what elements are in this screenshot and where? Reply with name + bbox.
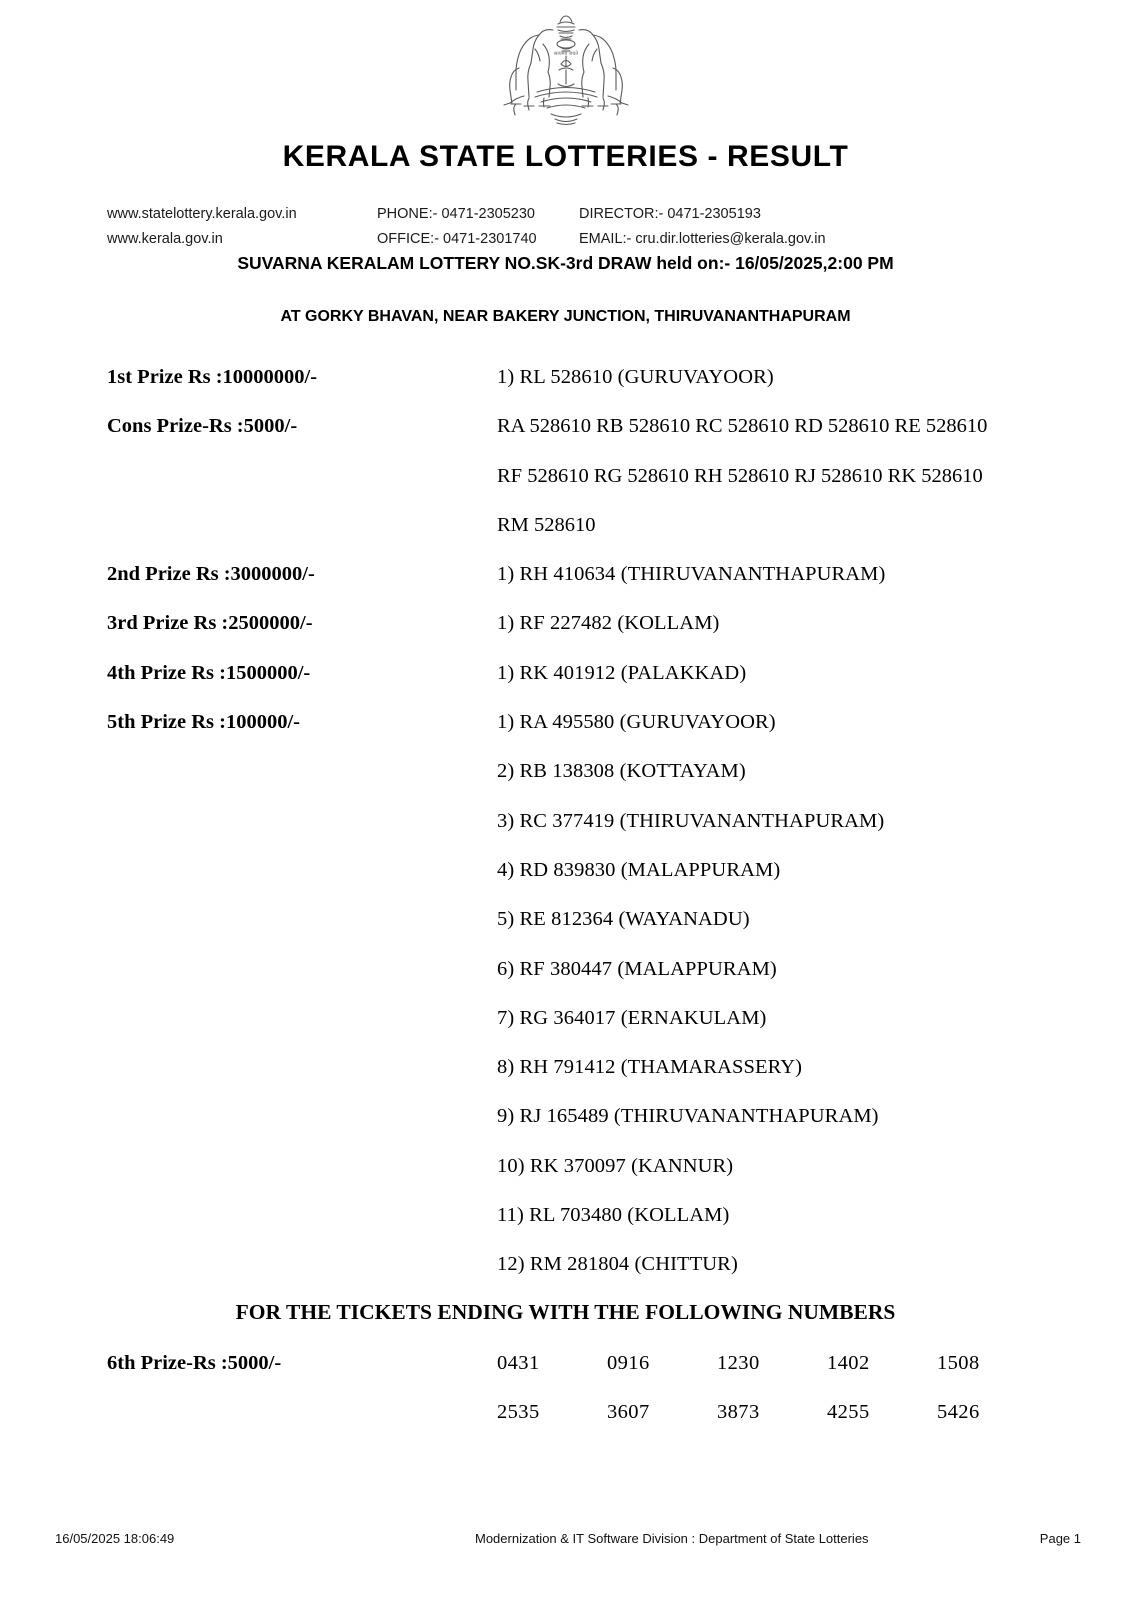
footer-timestamp: 16/05/2025 18:06:49: [55, 1531, 175, 1546]
sixth-prize-number: 4255: [827, 1401, 870, 1424]
email-address: EMAIL:- cru.dir.lotteries@kerala.gov.in: [579, 231, 826, 247]
fifth-prize-entry-2: 2) RB 138308 (KOTTAYAM): [497, 760, 746, 783]
sixth-prize-number: 1230: [717, 1352, 760, 1374]
prize-row-fifth-9: [0, 1105, 1131, 1154]
third-prize-label: 3rd Prize Rs :2500000/-: [107, 612, 313, 635]
prize-row-third: [0, 612, 1131, 661]
ending-numbers-heading: FOR THE TICKETS ENDING WITH THE FOLLOWING NUMBERS: [235, 1300, 896, 1324]
consolation-prize-label: Cons Prize-Rs :5000/-: [107, 415, 298, 438]
prize-row-fifth-10: [0, 1155, 1131, 1204]
emblem-container: [0, 8, 1131, 130]
fifth-prize-entry-10: 10) RK 370097 (KANNUR): [497, 1154, 734, 1177]
fifth-prize-entry-9: 9) RJ 165489 (THIRUVANANTHAPURAM): [497, 1105, 879, 1128]
contact-row-1: [107, 202, 1037, 227]
consolation-prize-line-1: RA 528610 RB 528610 RC 528610 RD 528610 RE 528610: [497, 415, 988, 438]
contact-row-2: [107, 227, 1037, 252]
prize-row-fifth-8: [0, 1056, 1131, 1105]
consolation-prize-line-3: RM 528610: [497, 513, 596, 536]
page-title: KERALA STATE LOTTERIES - RESULT: [282, 140, 849, 173]
prize-row-fifth-6: [0, 958, 1131, 1007]
fifth-prize-entry-4: 4) RD 839830 (MALAPPURAM): [497, 858, 781, 881]
prize-row-fourth: [0, 662, 1131, 711]
prize-row-fifth-11: [0, 1204, 1131, 1253]
second-prize-value: 1) RH 410634 (THIRUVANANTHAPURAM): [497, 563, 886, 586]
venue-line: AT GORKY BHAVAN, NEAR BAKERY JUNCTION, THIRUVANANTHAPURAM: [280, 308, 851, 325]
sixth-prize-row-1: [497, 1352, 1017, 1401]
office-number: OFFICE:- 0471-2301740: [377, 231, 537, 247]
footer-page-number: Page 1: [1039, 1531, 1081, 1546]
fifth-prize-entry-8: 8) RH 791412 (THAMARASSERY): [497, 1056, 803, 1079]
third-prize-value: 1) RF 227482 (KOLLAM): [497, 612, 720, 635]
consolation-prize-line-2: RF 528610 RG 528610 RH 528610 RJ 528610 RK 528610: [497, 464, 983, 487]
prize-row-fifth-5: [0, 908, 1131, 957]
contact-block: [107, 202, 1037, 252]
prize-row-second: [0, 563, 1131, 612]
footer-division: Modernization & IT Software Division : Department of State Lotteries: [475, 1531, 869, 1546]
prize-row-fifth-3: [0, 810, 1131, 859]
prize-row-fifth-4: [0, 859, 1131, 908]
sixth-prize-number: 5426: [937, 1401, 980, 1424]
prize-list: [0, 366, 1131, 1303]
sixth-prize-number: 1402: [827, 1352, 870, 1374]
sixth-prize-number: 3607: [607, 1401, 650, 1424]
sixth-prize-number: 2535: [497, 1401, 540, 1424]
fifth-prize-entry-5: 5) RE 812364 (WAYANADU): [497, 908, 750, 931]
website-statelottery: www.statelottery.kerala.gov.in: [107, 206, 297, 222]
first-prize-value: 1) RL 528610 (GURUVAYOOR): [497, 366, 774, 388]
fifth-prize-entry-3: 3) RC 377419 (THIRUVANANTHAPURAM): [497, 809, 885, 832]
fourth-prize-label: 4th Prize Rs :1500000/-: [107, 661, 311, 684]
website-kerala: www.kerala.gov.in: [107, 231, 223, 247]
prize-row-consolation-2: [0, 465, 1131, 514]
draw-info-line: SUVARNA KERALAM LOTTERY NO.SK-3rd DRAW held on:- 16/05/2025,2:00 PM: [237, 253, 894, 273]
sixth-prize-number: 0431: [497, 1352, 540, 1374]
sixth-prize-number: 3873: [717, 1401, 760, 1424]
prize-row-consolation: [0, 415, 1131, 464]
sixth-prize-number: 1508: [937, 1352, 980, 1374]
sixth-prize-number-grid: [497, 1352, 1017, 1451]
phone-number: PHONE:- 0471-2305230: [377, 206, 535, 222]
sixth-prize-number: 0916: [607, 1352, 650, 1374]
prize-row-fifth-12: [0, 1253, 1131, 1302]
first-prize-label: 1st Prize Rs :10000000/-: [107, 366, 318, 388]
fifth-prize-label: 5th Prize Rs :100000/-: [107, 711, 300, 734]
fourth-prize-value: 1) RK 401912 (PALAKKAD): [497, 661, 747, 684]
sixth-prize-label: 6th Prize-Rs :5000/-: [107, 1352, 282, 1374]
second-prize-label: 2nd Prize Rs :3000000/-: [107, 563, 315, 586]
prize-row-first: [0, 366, 1131, 415]
fifth-prize-entry-11: 11) RL 703480 (KOLLAM): [497, 1204, 730, 1227]
prize-row-fifth: [0, 711, 1131, 760]
sixth-prize-row-2: [497, 1401, 1017, 1450]
page-footer: [55, 1531, 1091, 1546]
fifth-prize-entry-1: 1) RA 495580 (GURUVAYOOR): [497, 711, 776, 734]
prize-row-fifth-2: [0, 760, 1131, 809]
prize-row-fifth-7: [0, 1007, 1131, 1056]
fifth-prize-entry-7: 7) RG 364017 (ERNAKULAM): [497, 1006, 767, 1029]
fifth-prize-entry-6: 6) RF 380447 (MALAPPURAM): [497, 957, 777, 980]
prize-row-consolation-3: [0, 514, 1131, 563]
emblem-motto-top: सत्यमेव जयते: [553, 52, 578, 57]
kerala-state-emblem-icon: [491, 8, 641, 130]
fifth-prize-entry-12: 12) RM 281804 (CHITTUR): [497, 1253, 738, 1276]
director-number: DIRECTOR:- 0471-2305193: [579, 206, 761, 222]
